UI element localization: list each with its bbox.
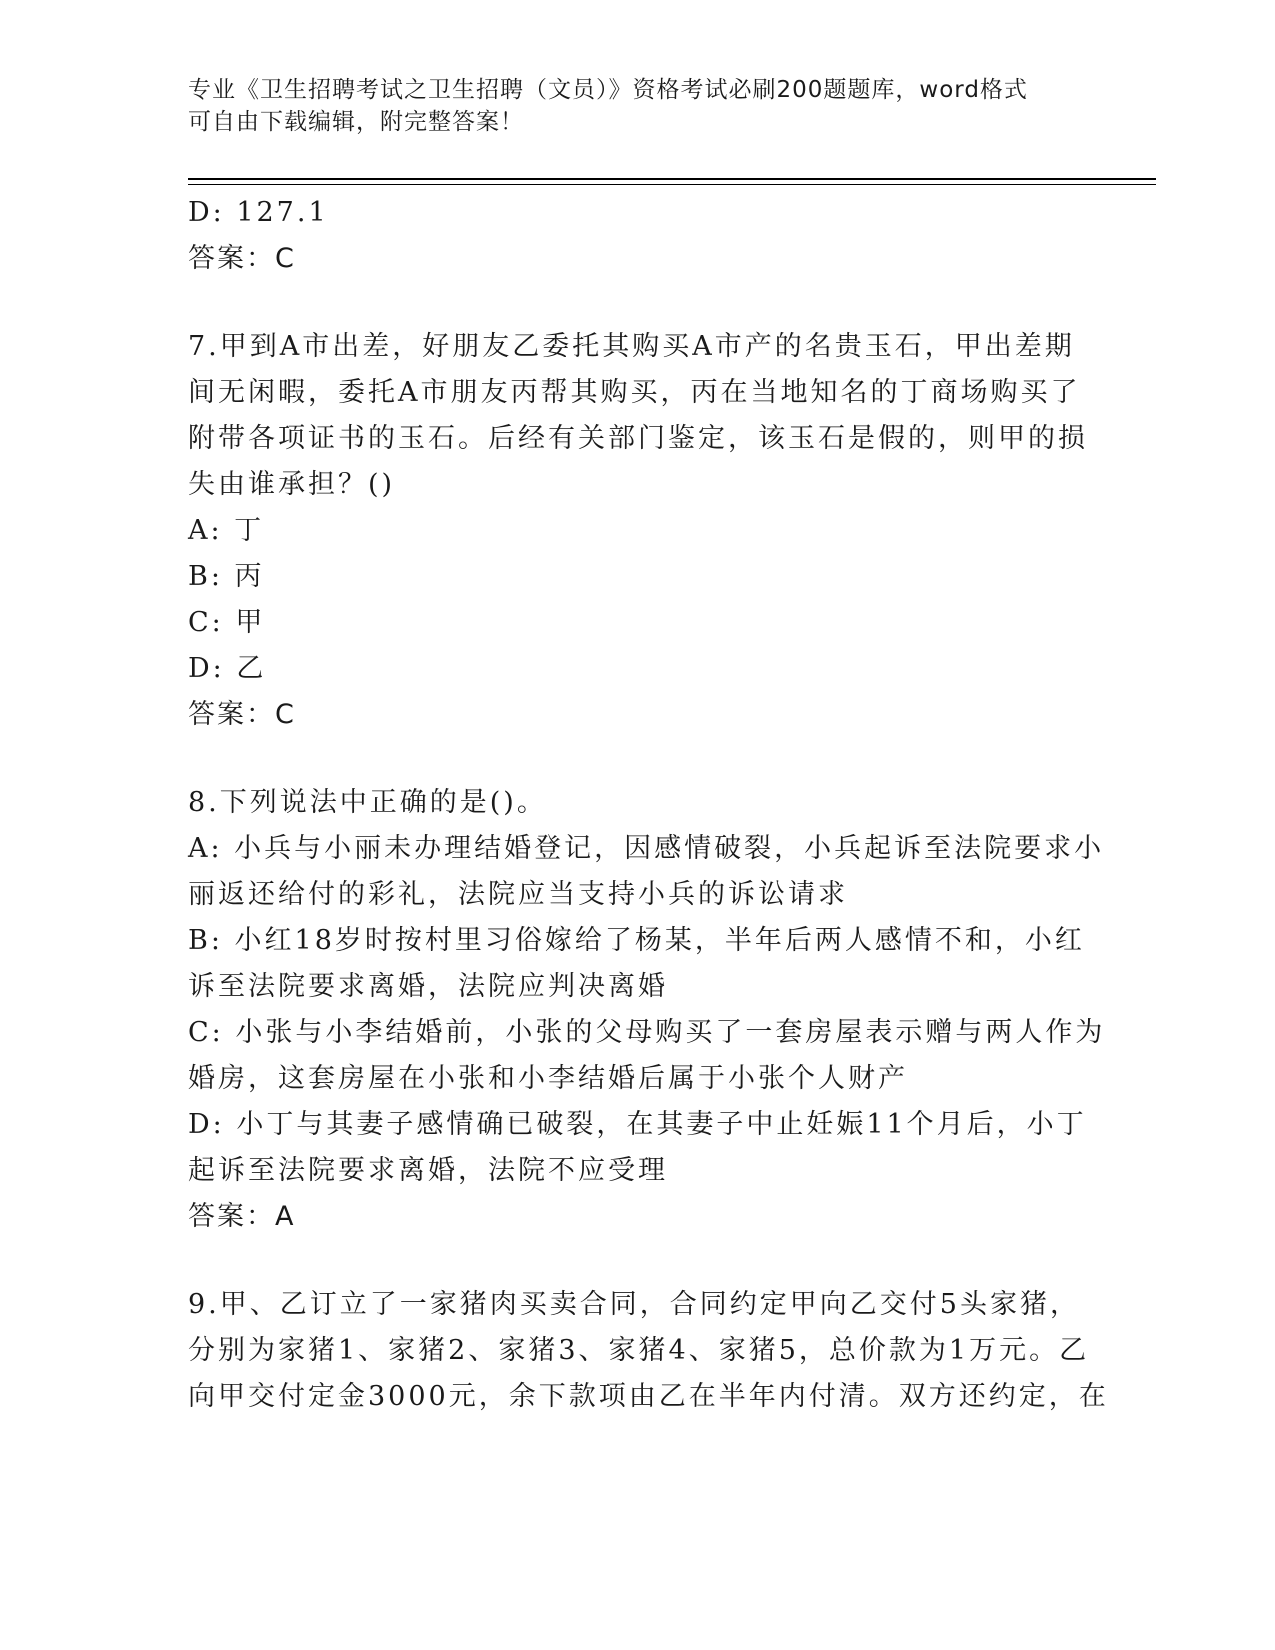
- document-header: [188, 74, 1068, 138]
- option-a-line: 丽返还给付的彩礼，法院应当支持小兵的诉讼请求: [188, 879, 848, 910]
- header-divider-thin: [188, 184, 1156, 185]
- option-a: A: 丁: [188, 515, 265, 546]
- document-body: [188, 190, 1109, 1420]
- question-9: [188, 1282, 1109, 1420]
- question-7: [188, 324, 1088, 738]
- header-divider-thick: [188, 178, 1156, 180]
- question-stem-line: 附带各项证书的玉石。后经有关部门鉴定，该玉石是假的，则甲的损: [188, 423, 1088, 454]
- option-d-line: D: 小丁与其妻子感情确已破裂，在其妻子中止妊娠11个月后，小丁: [188, 1109, 1087, 1140]
- question-stem-line: 失由谁承担？(): [188, 469, 396, 500]
- answer-line: 答案：C: [188, 243, 296, 274]
- question-stem-line: 7.甲到A市出差，好朋友乙委托其购买A市产的名贵玉石，甲出差期: [188, 331, 1075, 362]
- previous-question-tail: [188, 190, 1088, 282]
- option-b-line: B: 小红18岁时按村里习俗嫁给了杨某，半年后两人感情不和，小红: [188, 925, 1085, 956]
- header-line-1: 专业《卫生招聘考试之卫生招聘（文员）》资格考试必刷200题题库，word格式: [188, 77, 1028, 103]
- question-stem-line: 向甲交付定金3000元，余下款项由乙在半年内付清。双方还约定，在: [188, 1381, 1109, 1412]
- answer-line: 答案：C: [188, 699, 296, 730]
- option-c: C: 甲: [188, 607, 266, 638]
- option-a-line: A: 小兵与小丽未办理结婚登记，因感情破裂，小兵起诉至法院要求小: [188, 833, 1105, 864]
- question-8: [188, 780, 1106, 1240]
- question-stem-line: 8.下列说法中正确的是()。: [188, 787, 547, 818]
- option-d: D: 127.1: [188, 197, 329, 228]
- header-line-2: 可自由下载编辑，附完整答案！: [188, 109, 524, 135]
- question-stem-line: 9.甲、乙订立了一家猪肉买卖合同，合同约定甲向乙交付5头家猪，: [188, 1289, 1080, 1320]
- option-b-line: 诉至法院要求离婚，法院应判决离婚: [188, 971, 668, 1002]
- option-b: B: 丙: [188, 561, 265, 592]
- option-c-line: 婚房，这套房屋在小张和小李结婚后属于小张个人财产: [188, 1063, 908, 1094]
- question-stem-line: 间无闲暇，委托A市朋友丙帮其购买，丙在当地知名的丁商场购买了: [188, 377, 1081, 408]
- question-stem-line: 分别为家猪1、家猪2、家猪3、家猪4、家猪5，总价款为1万元。乙: [188, 1335, 1090, 1366]
- answer-line: 答案：A: [188, 1201, 296, 1232]
- option-c-line: C: 小张与小李结婚前，小张的父母购买了一套房屋表示赠与两人作为: [188, 1017, 1106, 1048]
- option-d-line: 起诉至法院要求离婚，法院不应受理: [188, 1155, 668, 1186]
- option-d: D: 乙: [188, 653, 267, 684]
